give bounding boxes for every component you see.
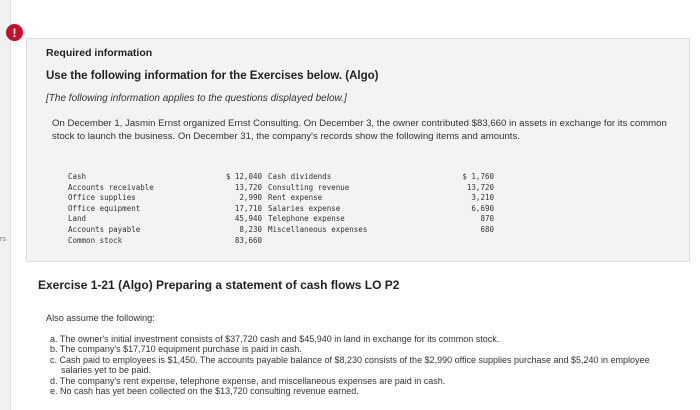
account-name: Office supplies xyxy=(68,193,136,203)
account-name: Telephone expense xyxy=(268,214,345,224)
intro-paragraph: On December 1, Jasmin Ernst organized Ernst Consulting. On December 3, the owner contributed $83,660 in assets in exchange for its common stock to launch the business. On December 31, the company's records show the following items and amounts. xyxy=(52,118,667,142)
account-name: Office equipment xyxy=(68,203,141,213)
alert-icon: ! xyxy=(6,24,23,41)
accounts-right-amounts xyxy=(440,172,494,236)
rail-label: rs xyxy=(0,236,6,243)
account-name: Accounts payable xyxy=(68,224,141,234)
accounts-left-amounts xyxy=(200,172,262,246)
condition-item: a. The owner's initial investment consists of $37,720 cash and $45,940 in land in exchange for its common stock. xyxy=(50,334,500,344)
condition-item: e. No cash has yet been collected on the $13,720 consulting revenue earned. xyxy=(50,386,359,397)
account-name: Land xyxy=(68,214,87,224)
required-info-title: Required information xyxy=(46,47,153,59)
account-name: Cash xyxy=(68,172,87,181)
account-amount: 6,690 xyxy=(471,203,494,213)
account-amount: 2,990 xyxy=(239,193,262,203)
account-amount: 680 xyxy=(480,224,494,234)
condition-item: b. The company's $17,710 equipment purchase is paid in cash. xyxy=(50,344,302,355)
account-amount: 13,720 xyxy=(234,182,262,192)
account-name: Consulting revenue xyxy=(268,182,350,192)
account-amount: 17,710 xyxy=(234,203,262,213)
account-amount: $ 1,760 xyxy=(462,172,494,181)
account-amount: $ 12,040 xyxy=(225,172,262,181)
bracket-note: [The following information applies to the questions displayed below.] xyxy=(46,93,347,104)
account-name: Accounts receivable xyxy=(68,182,154,192)
accounts-right-names xyxy=(268,172,367,236)
condition-item: d. The company's rent expense, telephone expense, and miscellaneous expenses are paid in cash. xyxy=(50,375,446,386)
use-info-heading: Use the following information for the Exercises below. (Algo) xyxy=(46,70,379,82)
account-amount: 13,720 xyxy=(466,182,494,192)
account-amount: 8,230 xyxy=(239,224,262,234)
account-name: Cash dividends xyxy=(268,172,332,181)
account-amount: 45,940 xyxy=(234,214,262,224)
accounts-left-names xyxy=(68,172,154,246)
conditions-list xyxy=(50,334,680,396)
account-name: Rent expense xyxy=(268,193,323,203)
also-assume-label: Also assume the following: xyxy=(46,313,155,323)
account-amount: 3,210 xyxy=(471,193,494,203)
account-amount: 83,660 xyxy=(234,235,262,245)
account-name: Salaries expense xyxy=(268,203,341,213)
account-name: Common stock xyxy=(68,235,123,245)
left-rail xyxy=(0,0,11,410)
exercise-title: Exercise 1-21 (Algo) Preparing a statement of cash flows LO P2 xyxy=(38,278,400,292)
account-amount: 870 xyxy=(480,214,494,224)
account-name: Miscellaneous expenses xyxy=(268,224,368,234)
condition-item: c. Cash paid to employees is $1,450. The accounts payable balance of $8,230 consists of the $2,990 office supplies purchase and $5,240 in employee salaries yet to be paid. xyxy=(50,354,650,376)
